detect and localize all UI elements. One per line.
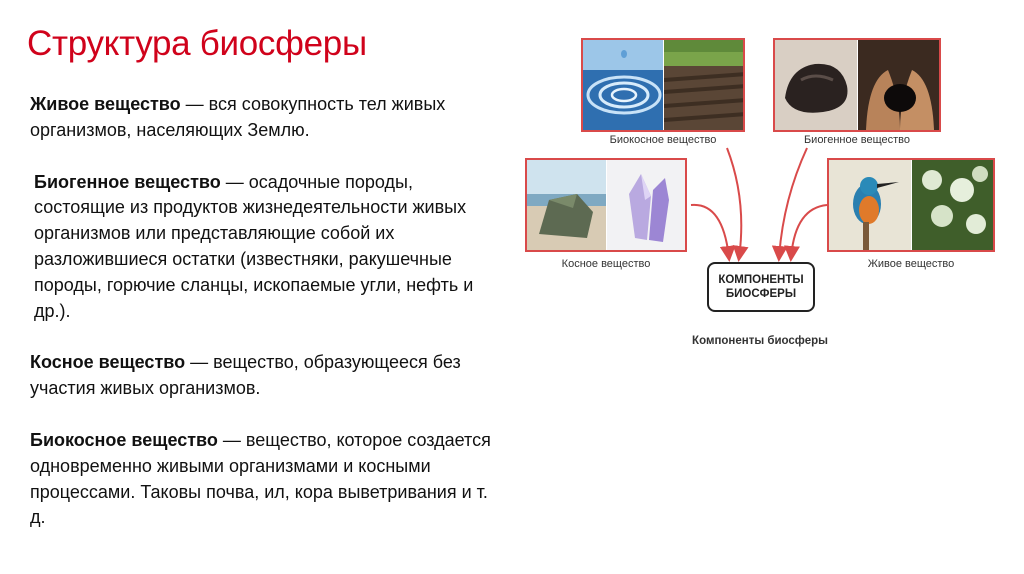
slide-title: Структура биосферы — [27, 24, 367, 63]
arrow-inert — [691, 205, 729, 258]
arrow-living — [791, 205, 827, 258]
definition-bioinert-text: — вещество, которое создается одновременно живыми организмами и косными процессами. Таковы почва, ил, кора выветривания и т. д. — [30, 429, 491, 528]
definition-bioinert — [30, 428, 505, 531]
definition-biogenic-text: — осадочные породы, состоящие из продуктов жизнедеятельности живых организмов или представляющие собой их разложившиеся остатки (известняки, ракушечные породы, горючие сланцы, ископаемые угли, нефть и др.). — [34, 171, 474, 321]
definition-inert-text: — вещество, образующееся без участия живых организмов. — [30, 352, 461, 399]
components-box — [707, 262, 815, 312]
definition-biogenic — [30, 170, 505, 325]
components-box-line2: БИОСФЕРЫ — [725, 288, 797, 300]
components-box-line1: КОМПОНЕНТЫ — [718, 274, 804, 286]
caption-biogenic: Биогенное вещество — [803, 134, 911, 146]
term-living: Живое вещество — [30, 94, 181, 114]
figure-caption: Компоненты биосферы — [692, 335, 828, 347]
term-bioinert: Биокосное вещество — [30, 429, 218, 450]
definition-living-text: — вся совокупность тел живых организмов, населяющих Землю. — [30, 94, 446, 140]
biosphere-components-figure — [515, 30, 1005, 360]
definition-inert — [30, 350, 505, 402]
definition-living — [30, 92, 505, 144]
arrow-bioinert — [727, 148, 741, 258]
term-biogenic: Биогенное вещество — [34, 171, 221, 192]
caption-bioinert: Биокосное вещество — [609, 134, 717, 146]
term-inert: Косное вещество — [30, 352, 186, 373]
caption-living: Живое вещество — [867, 258, 955, 270]
definitions-text — [30, 92, 505, 557]
caption-inert: Косное вещество — [561, 258, 651, 270]
